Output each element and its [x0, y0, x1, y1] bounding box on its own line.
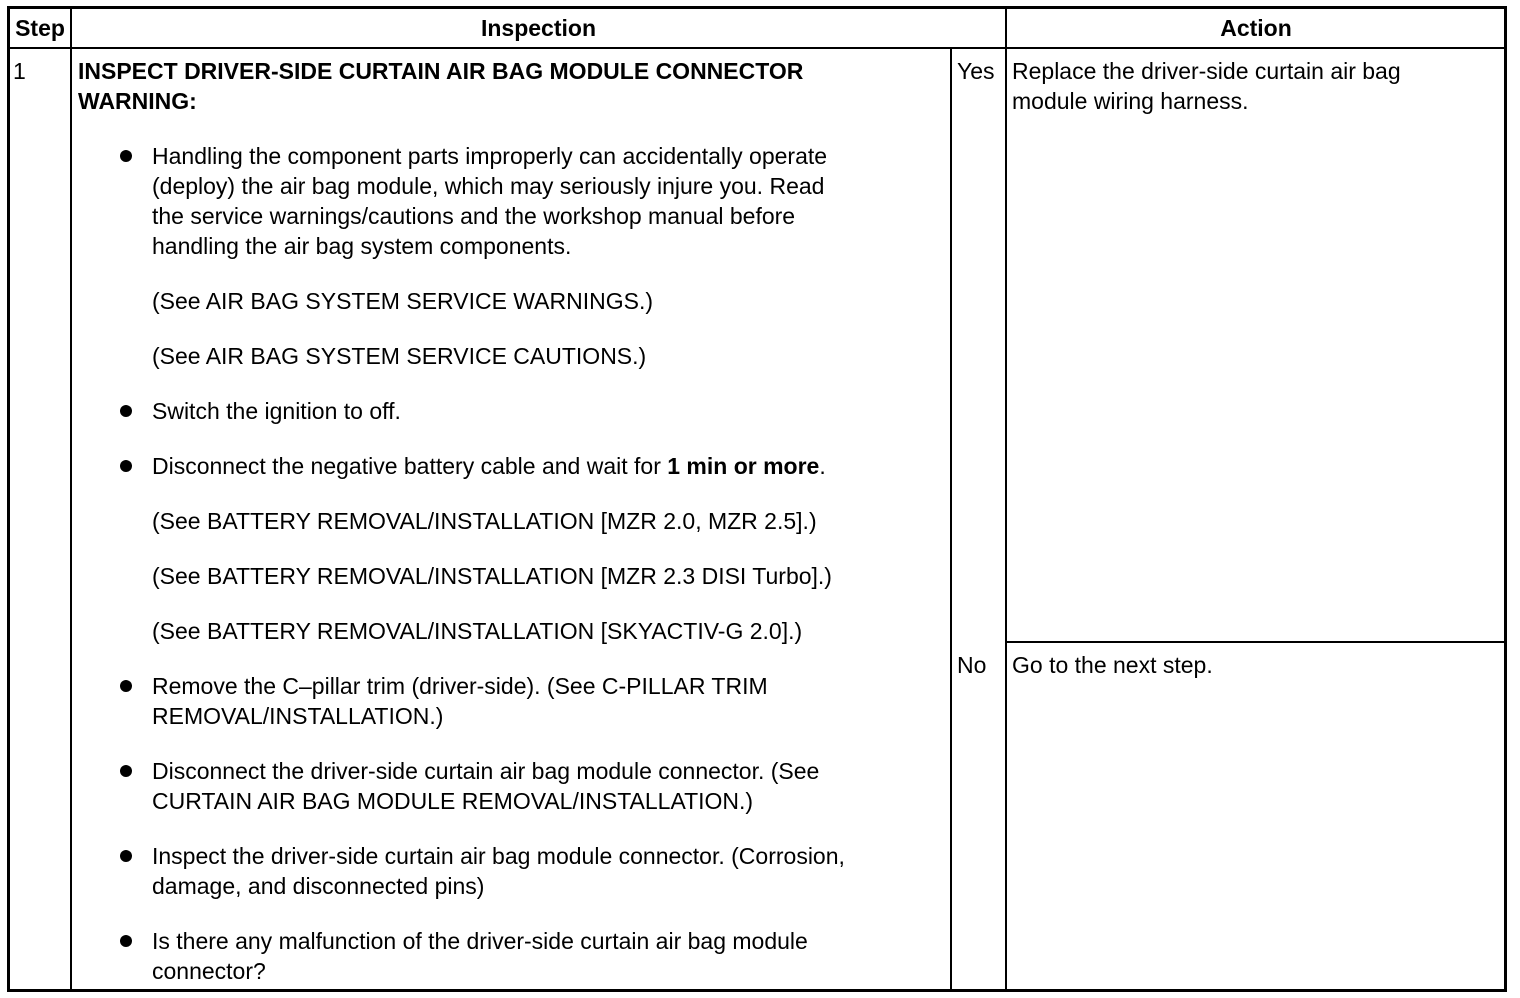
reference-link[interactable]: (See BATTERY REMOVAL/INSTALLATION [SKYACTIV-G 2.0].) [152, 618, 803, 644]
step-text: CURTAIN AIR BAG MODULE REMOVAL/INSTALLATION.) [152, 788, 754, 814]
yes-action: module wiring harness. [1012, 88, 1249, 114]
step-text: Inspect the driver-side curtain air bag module connector. (Corrosion, [152, 843, 845, 869]
warning-label: WARNING: [78, 88, 197, 114]
column-divider-inspection [950, 48, 952, 991]
step-text: Remove the C–pillar trim (driver-side). (See C-PILLAR TRIM [152, 673, 768, 699]
bullet-icon [120, 680, 132, 692]
yes-no-divider [1005, 641, 1506, 643]
wait-time: 1 min or more [667, 453, 820, 479]
step-text: damage, and disconnected pins) [152, 873, 485, 899]
bullet-icon [120, 850, 132, 862]
reference-link[interactable]: (See AIR BAG SYSTEM SERVICE WARNINGS.) [152, 288, 654, 314]
reference-link[interactable]: (See BATTERY REMOVAL/INSTALLATION [MZR 2.0, MZR 2.5].) [152, 508, 817, 534]
column-divider-step [70, 7, 72, 991]
yes-action: Replace the driver-side curtain air bag [1012, 58, 1401, 84]
warning-text-line: handling the air bag system components. [152, 233, 572, 259]
bullet-icon [120, 405, 132, 417]
warning-text-line: (deploy) the air bag module, which may seriously injure you. Read [152, 173, 825, 199]
inspection-title: INSPECT DRIVER-SIDE CURTAIN AIR BAG MODULE CONNECTOR [78, 58, 804, 84]
step-text: Switch the ignition to off. [152, 398, 401, 424]
step-number: 1 [13, 58, 26, 84]
no-action: Go to the next step. [1012, 652, 1213, 678]
step-text-post: . [819, 453, 826, 479]
yes-label: Yes [957, 58, 995, 84]
question-text: Is there any malfunction of the driver-side curtain air bag module [152, 928, 808, 954]
header-inspection: Inspection [480, 15, 596, 41]
step-text: Disconnect the driver-side curtain air bag module connector. (See [152, 758, 820, 784]
header-divider [8, 47, 1506, 49]
step-text [152, 451, 826, 481]
step-text-pre: Disconnect the negative battery cable and wait for [152, 453, 668, 479]
bullet-icon [120, 765, 132, 777]
column-divider-action [1005, 7, 1007, 991]
reference-link[interactable]: (See AIR BAG SYSTEM SERVICE CAUTIONS.) [152, 343, 647, 369]
bullet-icon [120, 935, 132, 947]
header-action: Action [1220, 15, 1292, 41]
header-step: Step [15, 15, 65, 41]
no-label: No [957, 652, 987, 678]
warning-text-line: the service warnings/cautions and the workshop manual before [152, 203, 796, 229]
step-text: REMOVAL/INSTALLATION.) [152, 703, 444, 729]
bullet-icon [120, 150, 132, 162]
reference-link[interactable]: (See BATTERY REMOVAL/INSTALLATION [MZR 2.3 DISI Turbo].) [152, 563, 832, 589]
bullet-icon [120, 460, 132, 472]
question-text: connector? [152, 958, 266, 984]
warning-text-line: Handling the component parts improperly can accidentally operate [152, 143, 828, 169]
